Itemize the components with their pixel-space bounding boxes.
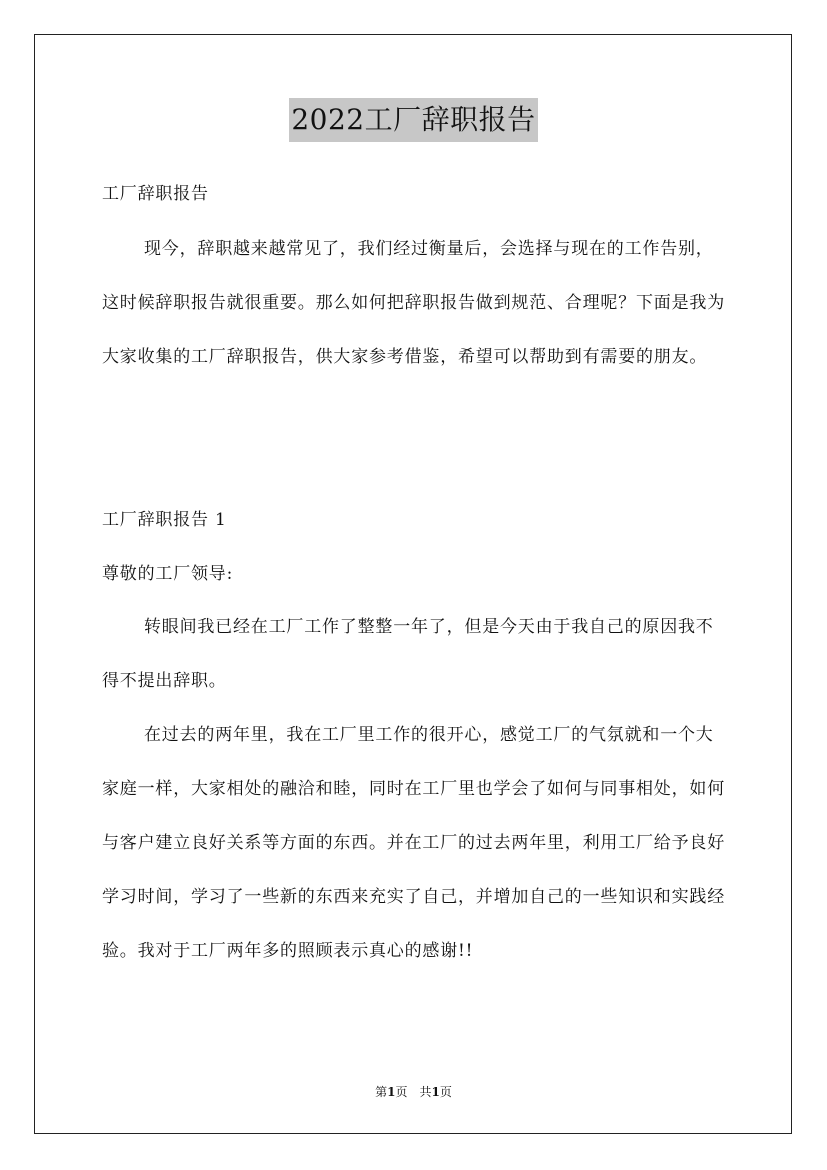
body-paragraph-2: 在过去的两年里，我在工厂里工作的很开心，感觉工厂的气氛就和一个大家庭一样，大家相处的融洽和睦，同时在工厂里也学会了如何与同事相处，如何与客户建立良好关系等方面的东西。并在工厂的过去两年里，利用工厂给予良好学习时间，学习了一些新的东西来充实了自己，并增加自己的一些知识和实践经验。我对于工厂两年多的照顾表示真心的感谢!! xyxy=(102,725,725,961)
footer-total-suffix: 页 xyxy=(439,1085,452,1099)
document-title-wrapper xyxy=(0,98,827,142)
body-paragraph-1: 转眼间我已经在工厂工作了整整一年了，但是今天由于我自己的原因我不得不提出辞职。 xyxy=(102,617,714,691)
document-title: 2022工厂辞职报告 xyxy=(289,98,537,142)
footer-page-number: 1 xyxy=(387,1085,396,1099)
intro-paragraph: 现今，辞职越来越常见了，我们经过衡量后，会选择与现在的工作告别，这时候辞职报告就很重要。那么如何把辞职报告做到规范、合理呢？下面是我为大家收集的工厂辞职报告，供大家参考借鉴，希望可以帮助到有需要的朋友。 xyxy=(102,239,725,367)
salutation: 尊敬的工厂领导: xyxy=(102,564,234,584)
footer-page-prefix: 第 xyxy=(375,1085,388,1099)
section-heading: 工厂辞职报告 1 xyxy=(102,510,227,530)
footer-page-suffix: 页 xyxy=(395,1085,408,1099)
intro-heading: 工厂辞职报告 xyxy=(102,184,209,204)
footer-total-prefix: 共 xyxy=(419,1085,432,1099)
page-footer xyxy=(0,1084,827,1100)
footer-total-number: 1 xyxy=(431,1085,440,1099)
